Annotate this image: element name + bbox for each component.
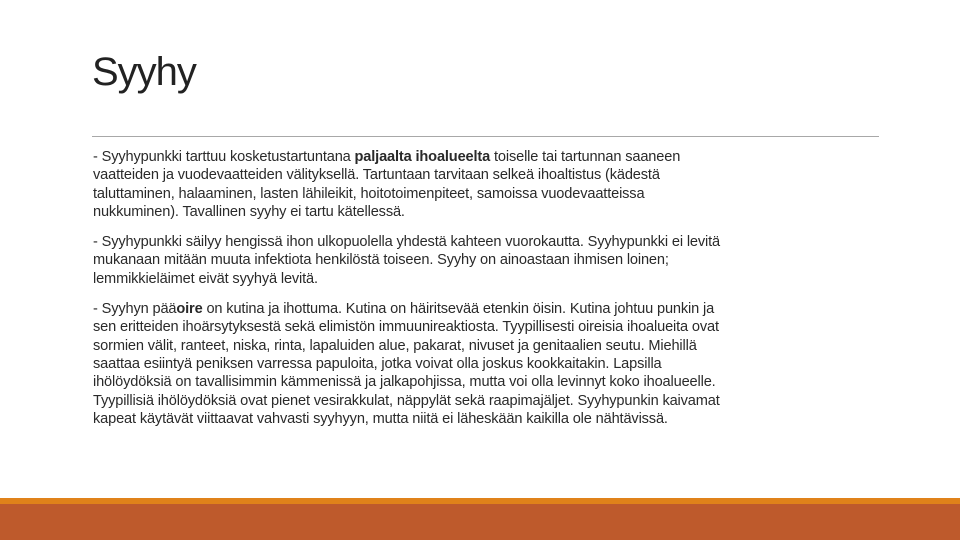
text-line: [93, 318, 893, 336]
bullet-paragraph: [93, 233, 893, 288]
text-line: [93, 392, 893, 410]
text-line: [93, 410, 893, 428]
bullet-paragraph: [93, 148, 893, 221]
text-segment: - Syyhyn pää: [93, 301, 177, 318]
text-segment: - Syyhypunkki säilyy hengissä ihon ulkopuolella yhdestä kahteen vuorokautta. Syyhypunkki ei levitä: [93, 234, 720, 251]
text-segment: nukkuminen). Tavallinen syyhy ei tartu kätellessä.: [93, 203, 405, 220]
text-segment: toiselle tai tartunnan saaneen: [490, 149, 681, 165]
emphasized-text: oire: [176, 301, 203, 318]
footer-band: [0, 504, 960, 540]
text-line: [93, 270, 893, 288]
text-segment: lemmikkieläimet eivät syyhyä levitä.: [93, 270, 318, 287]
text-segment: vaatteiden ja vuodevaatteiden välityksellä. Tartuntaan tarvitaan selkeä ihoaltistus (kädestä: [93, 167, 660, 184]
text-segment: on kutina ja ihottuma. Kutina on häiritsevää etenkin öisin. Kutina johtuu punkin ja: [202, 301, 715, 318]
text-line: [93, 185, 893, 203]
text-segment: Tyypillisiä ihölöydöksiä ovat pienet vesirakkulat, näppylät sekä raapimajäljet. Syyhypunkin kaivamat: [93, 392, 720, 409]
bullet-paragraph: [93, 300, 893, 428]
text-line: [93, 203, 893, 221]
text-line: [93, 166, 893, 184]
text-segment: sormien välit, ranteet, niska, rinta, lapaluiden alue, pakarat, nivuset ja genitaalien seutu. Miehillä: [93, 337, 697, 354]
slide-body: [93, 148, 893, 440]
slide-title: Syyhy: [92, 50, 196, 94]
emphasized-text: paljaalta ihoalueelta: [354, 149, 491, 165]
title-divider: [92, 136, 879, 137]
text-line: [93, 355, 893, 373]
text-segment: saattaa esiintyä peniksen varressa papuloita, jotka voivat olla joskus kookkaitakin. Lapsilla: [93, 355, 662, 372]
text-segment: mukanaan mitään muuta infektiota henkilöstä toiseen. Syyhy on ainoastaan ihmisen loinen;: [93, 252, 669, 269]
text-line: [93, 233, 893, 251]
text-segment: taluttaminen, halaaminen, lasten lähileikit, hoitotoimenpiteet, samoissa vuodevaatteissa: [93, 185, 645, 202]
text-line: [93, 148, 893, 166]
text-line: [93, 337, 893, 355]
text-line: [93, 251, 893, 269]
text-segment: kapeat käytävät viittaavat vahvasti syyhyyn, mutta niitä ei läheskään kaikilla ole nähtävissä.: [93, 410, 668, 427]
text-segment: - Syyhypunkki tarttuu kosketustartuntana: [93, 149, 355, 165]
text-line: [93, 373, 893, 391]
text-segment: sen eritteiden ihoärsytyksestä sekä elimistön immuunireaktiosta. Tyypillisesti oireisia ihoalueita ovat: [93, 319, 719, 336]
text-segment: ihölöydöksiä on tavallisimmin kämmenissä ja jalkapohjissa, mutta voi olla levinnyt koko ihoalueelle.: [93, 374, 716, 391]
text-line: [93, 300, 893, 318]
